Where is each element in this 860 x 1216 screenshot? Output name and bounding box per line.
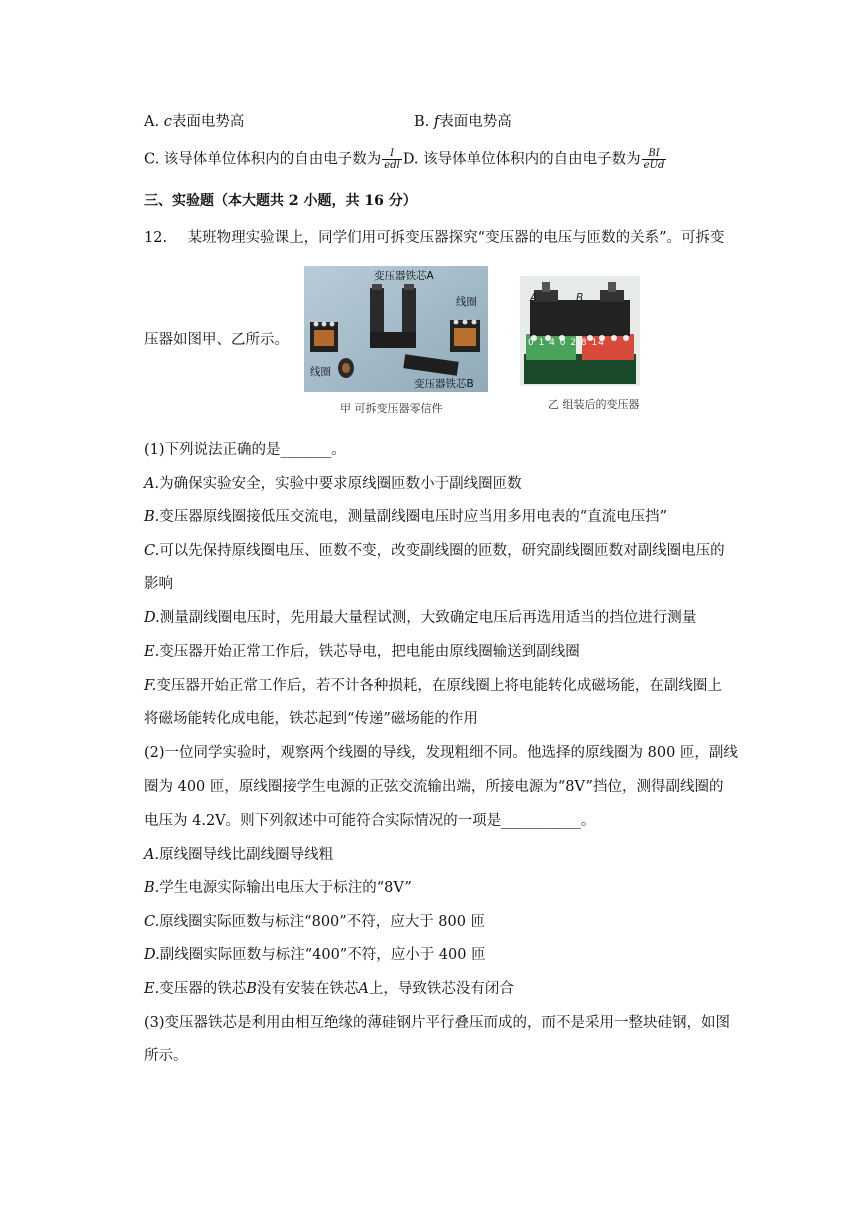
part1-option-d: D.测量副线圈电压时，先用最大量程试测，大致确定电压后再选用适当的挡位进行测量 bbox=[144, 610, 697, 626]
part1-option-a: A.为确保实验安全，实验中要求原线圈匝数小于副线圈匝数 bbox=[144, 476, 522, 492]
figure-jia-caption: 甲 可拆变压器零信件 bbox=[340, 402, 443, 415]
part3-line1: (3)变压器铁芯是利用由相互绝缘的薄硅钢片平行叠压而成的，而不是采用一整块硅钢，如图 bbox=[144, 1015, 731, 1031]
part1-option-f: F.变压器开始正常工作后，若不计各种损耗，在原线圈上将电能转化成磁场能，在副线圈上 bbox=[144, 678, 722, 694]
question-number: 12. bbox=[144, 230, 168, 246]
part2-line3: 电压为 4.2V。则下列叙述中可能符合实际情况的一项是___________。 bbox=[144, 813, 596, 829]
part2-option-a: A.原线圈导线比副线圈导线粗 bbox=[144, 847, 334, 863]
part2-option-e: E.变压器的铁芯B没有安装在铁芯A上，导致铁芯没有闭合 bbox=[144, 981, 514, 997]
question-12-stem-2: 压器如图甲、乙所示。 bbox=[144, 332, 289, 348]
figure-yi-photo: A B 0 1 4 0 2 8 14 bbox=[520, 276, 640, 386]
fraction-c: $\frac{I}{\text{edl}}$ bbox=[384, 148, 400, 171]
part1-option-b: B.变压器原线圈接低压交流电，测量副线圈电压时应当用多用电表的“直流电压挡” bbox=[144, 509, 668, 525]
part1-option-c-cont: 影响 bbox=[144, 576, 173, 592]
figure-jia-photo: 变压器铁芯A 线圈 线圈 变压器铁芯B bbox=[304, 266, 488, 392]
transformer-parts-image bbox=[304, 266, 488, 392]
part2-option-b: B.学生电源实际输出电压大于标注的“8V” bbox=[144, 880, 412, 896]
option-11c-d: C. 该导体单位体积内的自由电子数为 $\frac{I}{\text{edl}}$ D. 该导体单位体积内的自由电子数为 $\frac{BI}{\text{eUd}}$ bbox=[144, 148, 665, 171]
part2-option-d: D.副线圈实际匝数与标注“400”不符，应小于 400 匝 bbox=[144, 947, 486, 963]
part1-option-c: C.可以先保持原线圈电压、匝数不变，改变副线圈的匝数，研究副线圈匝数对副线圈电压的 bbox=[144, 543, 725, 559]
section-heading: 三、实验题（本大题共 2 小题，共 16 分） bbox=[144, 193, 417, 209]
part1-option-f-cont: 将磁场能转化成电能，铁芯起到“传递”磁场能的作用 bbox=[144, 711, 478, 727]
fraction-d: $\frac{BI}{\text{eUd}}$ bbox=[643, 148, 665, 171]
option-11b: B. f表面电势高 bbox=[414, 114, 512, 130]
part2-option-c: C.原线圈实际匝数与标注“800”不符，应大于 800 匝 bbox=[144, 914, 486, 930]
option-11a: A. c表面电势高 bbox=[144, 114, 245, 130]
question-12-stem: 12. 某班物理实验课上，同学们用可拆变压器探究“变压器的电压与匝数的关系”。可拆变 bbox=[144, 230, 725, 246]
part3-line2: 所示。 bbox=[144, 1048, 188, 1064]
part1-prompt: (1)下列说法正确的是_______。 bbox=[144, 442, 346, 458]
part2-line1: (2)一位同学实验时，观察两个线圈的导线，发现粗细不同。他选择的原线圈为 800 匝，副线 bbox=[144, 745, 738, 761]
part2-line2: 圈为 400 匝，原线圈接学生电源的正弦交流输出端，所接电源为“8V”挡位，测得副线圈的 bbox=[144, 779, 724, 795]
figure-yi-caption: 乙 组装后的变压器 bbox=[548, 398, 640, 411]
part1-option-e: E.变压器开始正常工作后，铁芯导电，把电能由原线圈输送到副线圈 bbox=[144, 644, 580, 660]
